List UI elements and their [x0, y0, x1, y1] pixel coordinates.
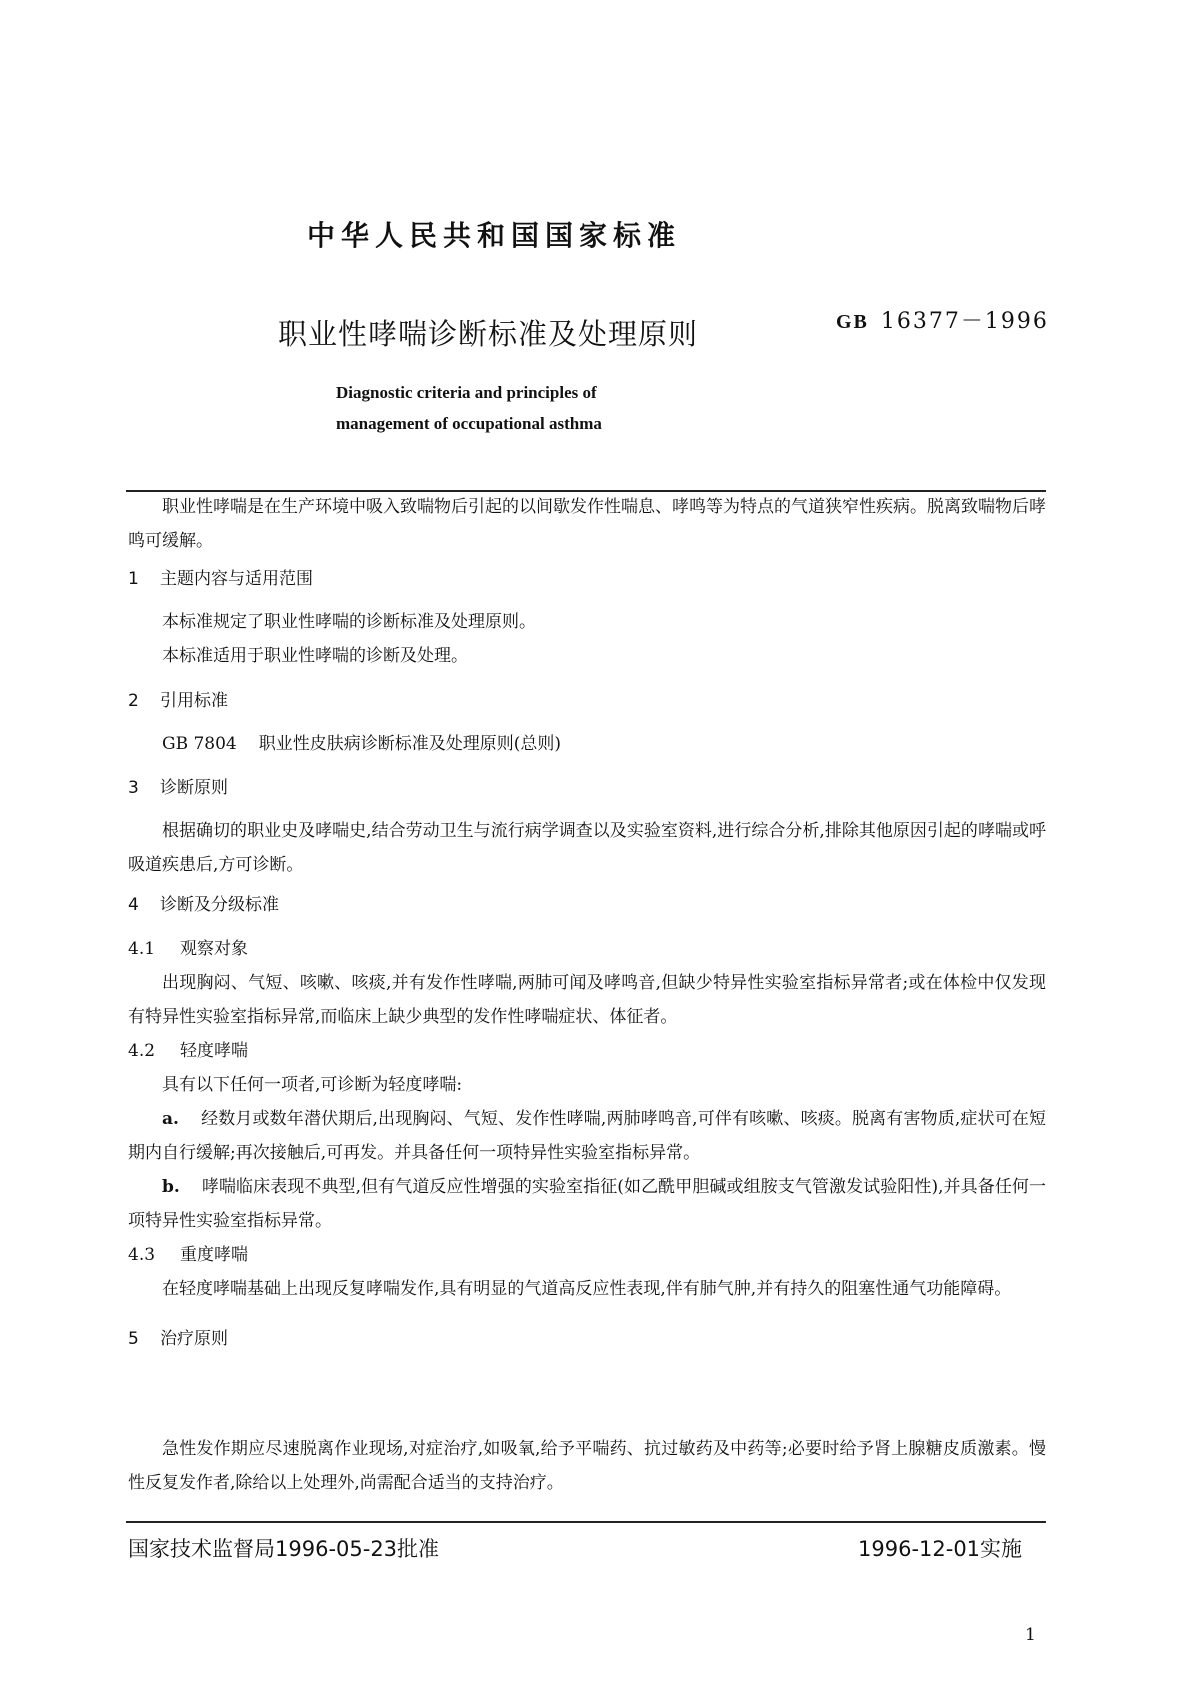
- english-title-line-2: management of occupational asthma: [336, 414, 602, 433]
- section-5-paragraph: 急性发作期应尽速脱离作业现场,对症治疗,如吸氧,给予平喘药、抗过敏药及中药等;必要时给予肾上腺糖皮质激素。慢性反复发作者,除给以上处理外,尚需配合适当的支持治疗。: [128, 1439, 1046, 1493]
- section-3: [128, 771, 1046, 805]
- subsection-4-2-intro: 具有以下任何一项者,可诊断为轻度哮喘:: [162, 1075, 463, 1095]
- section-3-heading: [128, 771, 1046, 805]
- standard-number: [836, 304, 1049, 335]
- gb-prefix: GB: [836, 311, 869, 333]
- section-1: [128, 562, 1046, 596]
- section-number: 2: [128, 691, 139, 711]
- section-title: 诊断原则: [160, 778, 228, 798]
- national-standard-heading: 中华人民共和国国家标准: [307, 219, 682, 252]
- subsection-title: 观察对象: [180, 939, 248, 959]
- subsection-title: 轻度哮喘: [180, 1041, 248, 1061]
- section-1-body: [128, 605, 1046, 673]
- section-2: [128, 684, 1046, 718]
- subsection-number: 4.2: [128, 1041, 156, 1061]
- intro-paragraph: 职业性哮喘是在生产环境中吸入致喘物后引起的以间歇发作性喘息、哮鸣等为特点的气道狭窄性疾病。脱离致喘物后哮鸣可缓解。: [128, 497, 1046, 551]
- section-2-body: [128, 727, 1046, 761]
- intro-block: [128, 490, 1046, 558]
- section-1-paragraph-1: 本标准规定了职业性哮喘的诊断标准及处理原则。: [162, 612, 536, 632]
- section-4-body: [128, 932, 1046, 1306]
- subsection-4-1-heading: [128, 932, 1046, 966]
- section-number: 5: [128, 1329, 139, 1349]
- section-5: [128, 1322, 1046, 1356]
- subsection-4-2-heading: [128, 1034, 1046, 1068]
- section-4-heading: [128, 888, 1046, 922]
- section-3-body: [128, 814, 1046, 882]
- section-number: 3: [128, 778, 139, 798]
- subsection-number: 4.1: [128, 939, 156, 959]
- section-5-heading: [128, 1322, 1046, 1356]
- section-4: [128, 888, 1046, 922]
- section-1-heading: [128, 562, 1046, 596]
- effective-date: 1996-12-01实施: [858, 1537, 1023, 1561]
- section-number: 1: [128, 569, 139, 589]
- section-title: 主题内容与适用范围: [160, 569, 313, 589]
- item-label: b.: [162, 1177, 180, 1197]
- subsection-4-2-item-a: [128, 1102, 1046, 1170]
- section-1-paragraph-2: 本标准适用于职业性哮喘的诊断及处理。: [162, 646, 468, 666]
- section-title: 治疗原则: [160, 1329, 228, 1349]
- document-title: 职业性哮喘诊断标准及处理原则: [278, 317, 699, 351]
- item-label: a.: [162, 1109, 179, 1129]
- gb-number: 16377－1996: [880, 309, 1049, 334]
- reference-entry: [128, 727, 1046, 761]
- reference-title: 职业性皮肤病诊断标准及处理原则(总则): [258, 734, 562, 754]
- section-5-body: [128, 1432, 1046, 1500]
- approval-date: 国家技术监督局1996-05-23批准: [128, 1537, 440, 1561]
- page-number: 1: [1025, 1625, 1036, 1645]
- subsection-number: 4.3: [128, 1245, 156, 1265]
- section-2-heading: [128, 684, 1046, 718]
- item-text: 哮喘临床表现不典型,但有气道反应性增强的实验室指征(如乙酰甲胆碱或组胺支气管激发试验阳性),并具备任何一项特异性实验室指标异常。: [128, 1177, 1046, 1231]
- subsection-4-1-text: 出现胸闷、气短、咳嗽、咳痰,并有发作性哮喘,两肺可闻及哮鸣音,但缺少特异性实验室指标异常者;或在体检中仅发现有特异性实验室指标异常,而临床上缺少典型的发作性哮喘症状、体征者。: [128, 973, 1046, 1027]
- section-title: 诊断及分级标准: [160, 895, 279, 915]
- reference-code: GB 7804: [162, 734, 237, 754]
- section-title: 引用标准: [160, 691, 228, 711]
- section-3-paragraph: 根据确切的职业史及哮喘史,结合劳动卫生与流行病学调查以及实验室资料,进行综合分析,排除其他原因引起的哮喘或呼吸道疾患后,方可诊断。: [128, 821, 1046, 875]
- subsection-4-2-item-b: [128, 1170, 1046, 1238]
- item-text: 经数月或数年潜伏期后,出现胸闷、气短、发作性哮喘,两肺哮鸣音,可伴有咳嗽、咳痰。脱离有害物质,症状可在短期内自行缓解;再次接触后,可再发。并具备任何一项特异性实验室指标异常。: [128, 1109, 1046, 1163]
- section-number: 4: [128, 895, 139, 915]
- subsection-4-3-heading: [128, 1238, 1046, 1272]
- footer-divider: [126, 1521, 1046, 1523]
- subsection-title: 重度哮喘: [180, 1245, 248, 1265]
- english-title-line-1: Diagnostic criteria and principles of: [336, 383, 597, 402]
- subsection-4-3-text: 在轻度哮喘基础上出现反复哮喘发作,具有明显的气道高反应性表现,伴有肺气肿,并有持久的阻塞性通气功能障碍。: [162, 1279, 1012, 1299]
